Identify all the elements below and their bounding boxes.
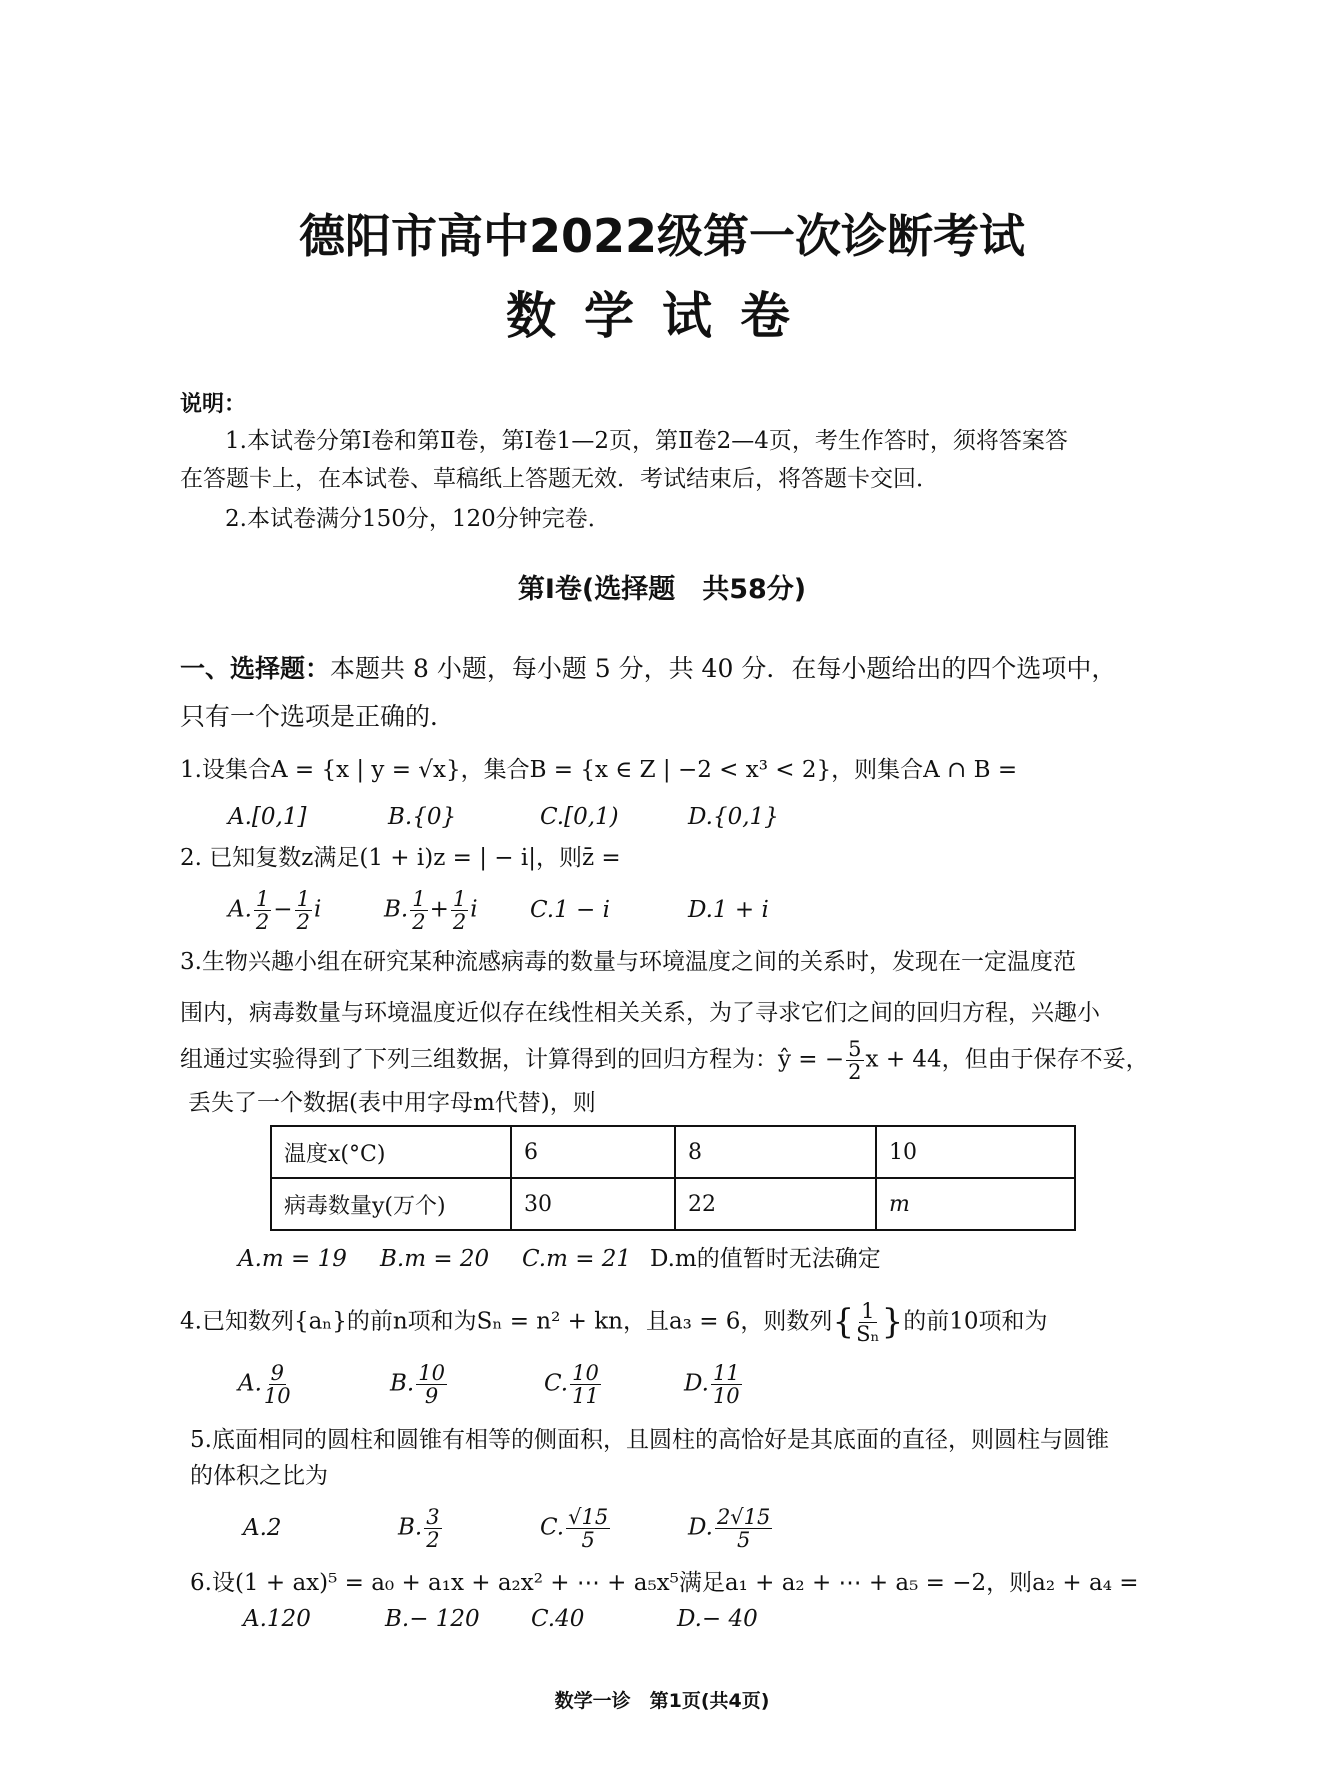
option-letter: C. xyxy=(540,1514,565,1541)
numerator: 1 xyxy=(861,1299,875,1323)
note-2: 2.本试卷满分150分，120分钟完卷． xyxy=(225,506,611,532)
q3-options xyxy=(238,1246,881,1274)
q5-line1: 5.底面相同的圆柱和圆锥有相等的侧面积，且圆柱的高恰好是其底面的直径，则圆柱与圆锥 xyxy=(190,1427,1109,1453)
denominator: Sₙ xyxy=(856,1322,880,1347)
denominator: 2 xyxy=(255,910,270,935)
q4-option-d[interactable] xyxy=(684,1362,744,1407)
q4-option-c[interactable] xyxy=(544,1362,684,1407)
q6-stem: 6.设(1 + ax)⁵ = a₀ + a₁x + a₂x² + ⋯ + a₅x⁵满足a₁ + a₂ + ⋯ + a₅ = −2，则a₂ + a₄ = xyxy=(190,1570,1139,1596)
denominator: 2 xyxy=(452,910,467,935)
table-row xyxy=(271,1126,1075,1178)
q6-option-b[interactable]: B.− 120 xyxy=(385,1606,480,1632)
numerator: 1 xyxy=(296,887,310,911)
table-cell: m xyxy=(876,1178,1075,1230)
q5-options xyxy=(243,1506,774,1551)
q2-stem: 2. 已知复数z满足(1 + i)z = | − i|，则z̄ = xyxy=(180,845,621,871)
q2-option-b[interactable] xyxy=(384,888,530,933)
note-1a: 1.本试卷分第Ⅰ卷和第Ⅱ卷，第Ⅰ卷1—2页，第Ⅱ卷2—4页，考生作答时，须将答案答 xyxy=(225,428,1068,454)
option-letter: A. xyxy=(228,896,252,923)
notes-label: 说明： xyxy=(180,392,247,417)
denominator: 2 xyxy=(296,910,310,935)
denominator: 10 xyxy=(712,1384,740,1409)
q3-line2: 围内，病毒数量与环境温度近似存在线性相关关系，为了寻求它们之间的回归方程，兴趣小 xyxy=(180,1000,1100,1026)
q5-line2: 的体积之比为 xyxy=(190,1463,328,1489)
table-cell: 8 xyxy=(675,1126,876,1178)
text: x + 44，但由于保存不妥， xyxy=(865,1046,1149,1073)
part1-heading: 第Ⅰ卷(选择题 共58分) xyxy=(517,574,807,605)
denominator: 11 xyxy=(572,1384,599,1409)
operator: + xyxy=(429,896,449,923)
q5-option-c[interactable] xyxy=(540,1506,688,1551)
numerator: 10 xyxy=(418,1361,445,1385)
section1-label: 一、选择题： xyxy=(180,654,331,683)
option-letter: B. xyxy=(384,896,409,923)
denominator: 9 xyxy=(424,1384,439,1409)
denominator: 2 xyxy=(426,1528,440,1553)
numerator: 9 xyxy=(270,1361,284,1385)
text: 的前10项和为 xyxy=(903,1308,1048,1335)
q3-option-d[interactable]: D.m的值暂时无法确定 xyxy=(650,1246,881,1272)
table-row xyxy=(271,1178,1075,1230)
q4-options xyxy=(238,1362,744,1407)
imag-unit: i xyxy=(470,896,478,923)
note-1b: 在答题卡上，在本试卷、草稿纸上答题无效．考试结束后，将答题卡交回． xyxy=(180,466,939,492)
section1-text-b: 只有一个选项是正确的． xyxy=(180,702,456,731)
table-cell: 6 xyxy=(511,1126,675,1178)
table-cell: 22 xyxy=(675,1178,876,1230)
q6-option-a[interactable]: A.120 xyxy=(243,1606,311,1632)
page-footer: 数学一诊 第1页(共4页) xyxy=(554,1690,770,1712)
denominator: 5 xyxy=(581,1528,595,1553)
q4-option-b[interactable] xyxy=(390,1362,544,1407)
q1-stem: 1.设集合A = {x | y = √x}，集合B = {x ∈ Z | −2 < x³ < 2}，则集合A ∩ B = xyxy=(180,757,1018,783)
section1-text: 本题共 8 小题，每小题 5 分，共 40 分．在每小题给出的四个选项中， xyxy=(330,654,1117,683)
q2-option-c[interactable]: C.1 − i xyxy=(530,896,610,923)
q3-option-a[interactable]: A.m = 19 xyxy=(238,1246,347,1272)
q3-option-c[interactable]: C.m = 21 xyxy=(522,1246,632,1272)
numerator: 5 xyxy=(848,1037,862,1061)
q1-option-c[interactable]: C.[0,1) xyxy=(540,804,619,830)
imag-unit: i xyxy=(313,896,322,923)
q3-option-b[interactable]: B.m = 20 xyxy=(380,1246,490,1272)
table-cell: 10 xyxy=(876,1126,1075,1178)
numerator: 2√15 xyxy=(716,1505,771,1529)
table-cell: 温度x(°C) xyxy=(271,1126,511,1178)
q5-option-a[interactable]: A.2 xyxy=(243,1514,282,1541)
q5-option-b[interactable] xyxy=(398,1506,540,1551)
q4-stem: 4.已知数列{aₙ}的前n项和为Sₙ = n² + kn，且a₃ = 6，则数列{ $\frac{1}{\text{Sₙ}}$ }的前10项和为 xyxy=(180,1299,1048,1347)
q3-line4: 丢失了一个数据(表中用字母m代替)，则 xyxy=(188,1090,596,1116)
numerator: 1 xyxy=(255,887,270,911)
section1-intro xyxy=(180,654,1116,684)
q6-options xyxy=(243,1606,758,1634)
numerator: 11 xyxy=(712,1361,740,1385)
numerator: 3 xyxy=(426,1505,440,1529)
q6-option-d[interactable]: D.− 40 xyxy=(677,1606,758,1632)
numerator: 1 xyxy=(452,887,467,911)
option-letter: B. xyxy=(398,1514,423,1541)
exam-title: 德阳市高中2022级第一次诊断考试 xyxy=(298,209,1026,263)
text: 4.已知数列{aₙ}的前n项和为Sₙ = n² + kn，且a₃ = 6，则数列 xyxy=(180,1308,833,1335)
denominator: 2 xyxy=(412,910,426,935)
q3-line1: 3.生物兴趣小组在研究某种流感病毒的数量与环境温度之间的关系时，发现在一定温度范 xyxy=(180,949,1076,975)
q1-option-d[interactable]: D.{0,1} xyxy=(688,804,779,830)
denominator: 10 xyxy=(263,1384,291,1409)
q1-option-b[interactable]: B.{0} xyxy=(388,804,457,830)
q2-options xyxy=(228,888,769,933)
operator: − xyxy=(273,896,293,923)
option-letter: D. xyxy=(684,1370,709,1397)
text: 组通过实验得到了下列三组数据，计算得到的回归方程为：ŷ = − xyxy=(180,1046,845,1073)
option-letter: B. xyxy=(390,1370,415,1397)
numerator: 10 xyxy=(572,1361,599,1385)
option-letter: D. xyxy=(688,1514,713,1541)
table-cell: 30 xyxy=(511,1178,675,1230)
q2-option-d[interactable]: D.1 + i xyxy=(688,896,769,923)
q3-line3 xyxy=(180,1038,1149,1083)
denominator: 5 xyxy=(736,1528,751,1553)
option-letter: A. xyxy=(238,1370,262,1397)
q2-option-a[interactable] xyxy=(228,888,384,933)
q5-option-d[interactable] xyxy=(688,1506,774,1551)
q6-option-c[interactable]: C.40 xyxy=(531,1606,585,1632)
option-letter: C. xyxy=(544,1370,569,1397)
numerator: 1 xyxy=(412,887,426,911)
q3-data-table xyxy=(270,1125,1076,1231)
denominator: 2 xyxy=(848,1060,862,1085)
q1-options xyxy=(228,804,779,832)
q4-option-a[interactable] xyxy=(238,1362,390,1407)
numerator: √15 xyxy=(568,1505,609,1529)
q1-option-a[interactable]: A.[0,1] xyxy=(228,804,307,830)
exam-subtitle: 数学试卷 xyxy=(506,287,818,345)
table-cell: 病毒数量y(万个) xyxy=(271,1178,511,1230)
